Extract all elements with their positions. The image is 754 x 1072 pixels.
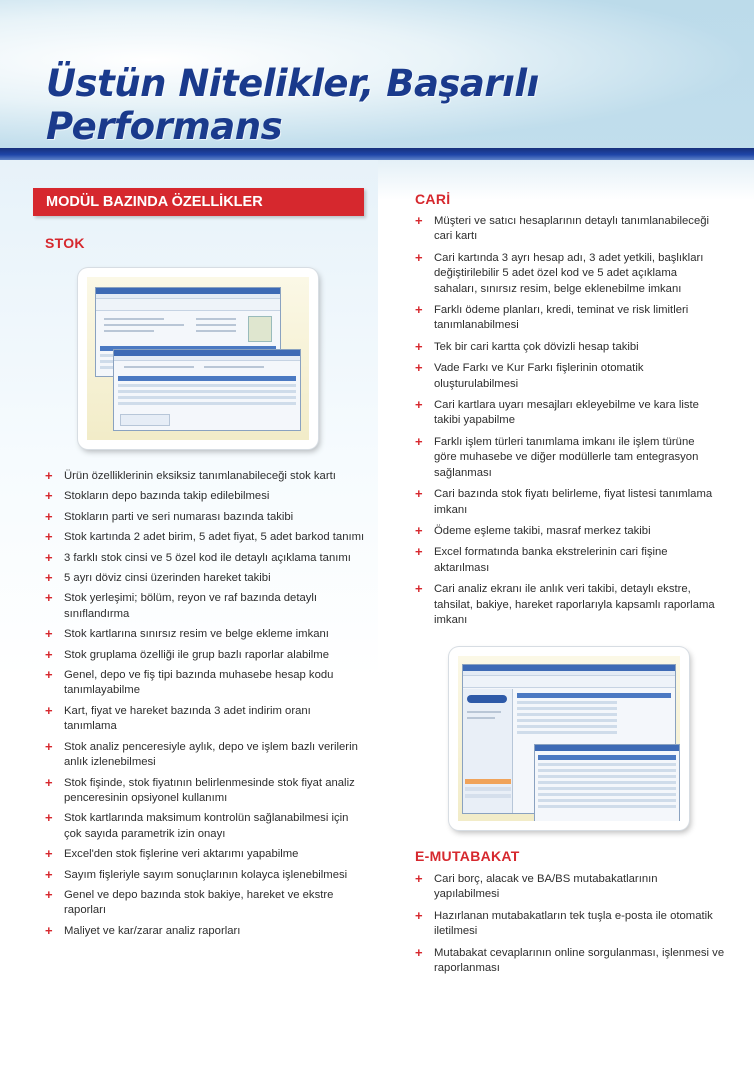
cari-section-title: CARİ (415, 191, 451, 207)
product-image-icon (248, 316, 272, 342)
list-item: + Müşteri ve satıcı hesaplarının detaylı tanımlanabileceği cari kartı (415, 214, 715, 245)
list-item: + Kart, fiyat ve hareket bazında 3 adet indirim oranı tanımlama (45, 704, 365, 735)
list-item: + Hazırlanan mutabakatların tek tuşla e-posta ile otomatik iletilmesi (415, 909, 725, 940)
list-item: + Tek bir cari kartta çok dövizli hesap takibi (415, 340, 715, 355)
cari-feature-list (415, 214, 715, 634)
module-banner: MODÜL BAZINDA ÖZELLİKLER (33, 188, 364, 216)
header-band (0, 148, 754, 160)
list-item: + Cari bazında stok fiyatı belirleme, fiyat listesi tanımlama imkanı (415, 487, 715, 518)
emutabakat-feature-list (415, 872, 725, 982)
page-title: Üstün Nitelikler, Başarılı Performans (46, 62, 539, 148)
list-item: + Stok yerleşimi; bölüm, reyon ve raf bazında detaylı sınıflandırma (45, 591, 365, 622)
navigation-panel (463, 689, 513, 813)
list-item: + Excel formatında banka ekstrelerinin cari fişine aktarılması (415, 545, 715, 576)
stok-feature-list (45, 469, 365, 944)
list-item: + Stok analiz penceresiyle aylık, depo ve işlem bazlı verilerin anlık izlenebilmesi (45, 740, 365, 771)
list-item: + Stok kartlarına sınırsız resim ve belge ekleme imkanı (45, 627, 365, 642)
list-item: + Cari borç, alacak ve BA/BS mutabakatlarının yapılabilmesi (415, 872, 725, 903)
list-item: + Cari kartında 3 ayrı hesap adı, 3 adet yetkili, başlıkları değiştirilebilir 5 adet özel kod ve 5 adet açıklama sahaları, sınırsız resim, belge eklenebilme imkanı (415, 251, 715, 297)
cari-extract-window (534, 744, 680, 821)
list-item: + Excel'den stok fişlerine veri aktarımı yapabilme (45, 847, 365, 862)
stok-section-title: STOK (45, 235, 85, 251)
list-item: + Vade Farkı ve Kur Farkı fişlerinin otomatik oluşturulabilmesi (415, 361, 715, 392)
list-item: + Stok kartında 2 adet birim, 5 adet fiyat, 5 adet barkod tanımı (45, 530, 365, 545)
list-item: + Farklı ödeme planları, kredi, teminat ve risk limitleri tanımlanabilmesi (415, 303, 715, 334)
list-item: + Ürün özelliklerinin eksiksiz tanımlanabileceği stok kartı (45, 469, 365, 484)
list-item: + Maliyet ve kar/zarar analiz raporları (45, 924, 365, 939)
brand-logo-icon (467, 695, 507, 703)
list-item: + Genel ve depo bazında stok bakiye, hareket ve ekstre raporları (45, 888, 365, 919)
stock-analysis-window (113, 349, 301, 431)
cari-account-screenshot (449, 647, 689, 830)
list-item: + Stok gruplama özelliği ile grup bazlı raporlar alabilme (45, 648, 365, 663)
list-item: + Genel, depo ve fiş tipi bazında muhasebe hesap kodu tanımlayabilme (45, 668, 365, 699)
screenshot-backdrop (458, 656, 680, 821)
list-item: + Stokların parti ve seri numarası bazında takibi (45, 510, 365, 525)
list-item: + Cari kartlara uyarı mesajları ekleyebilme ve kara liste takibi yapabilme (415, 398, 715, 429)
list-item: + Farklı işlem türleri tanımlama imkanı ile işlem türüne göre muhasebe ve diğer modüllerle tam entegrasyon sağlanması (415, 435, 715, 481)
list-item: + Stok fişinde, stok fiyatının belirlenmesinde stok fiyat analiz penceresinin opsiyonel kullanımı (45, 776, 365, 807)
list-item: + Sayım fişleriyle sayım sonuçlarının kolayca işlenebilmesi (45, 868, 365, 883)
list-item: + 3 farklı stok cinsi ve 5 özel kod ile detaylı açıklama tanımı (45, 551, 365, 566)
list-item: + Stok kartlarında maksimum kontrolün sağlanabilmesi için çok sayıda parametrik izin onayı (45, 811, 365, 842)
header-banner (0, 0, 754, 150)
screenshot-backdrop (87, 277, 309, 440)
emutabakat-section-title: E-MUTABAKAT (415, 848, 520, 864)
stock-card-screenshot (78, 268, 318, 449)
list-item: + Mutabakat cevaplarının online sorgulanması, işlenmesi ve raporlanması (415, 946, 725, 977)
list-item: + Cari analiz ekranı ile anlık veri takibi, detaylı ekstre, tahsilat, bakiye, hareket raporlarıyla kapsamlı raporlama imkanı (415, 582, 715, 628)
list-item: + Stokların depo bazında takip edilebilmesi (45, 489, 365, 504)
list-item: + 5 ayrı döviz cinsi üzerinden hareket takibi (45, 571, 365, 586)
list-item: + Ödeme eşleme takibi, masraf merkez takibi (415, 524, 715, 539)
